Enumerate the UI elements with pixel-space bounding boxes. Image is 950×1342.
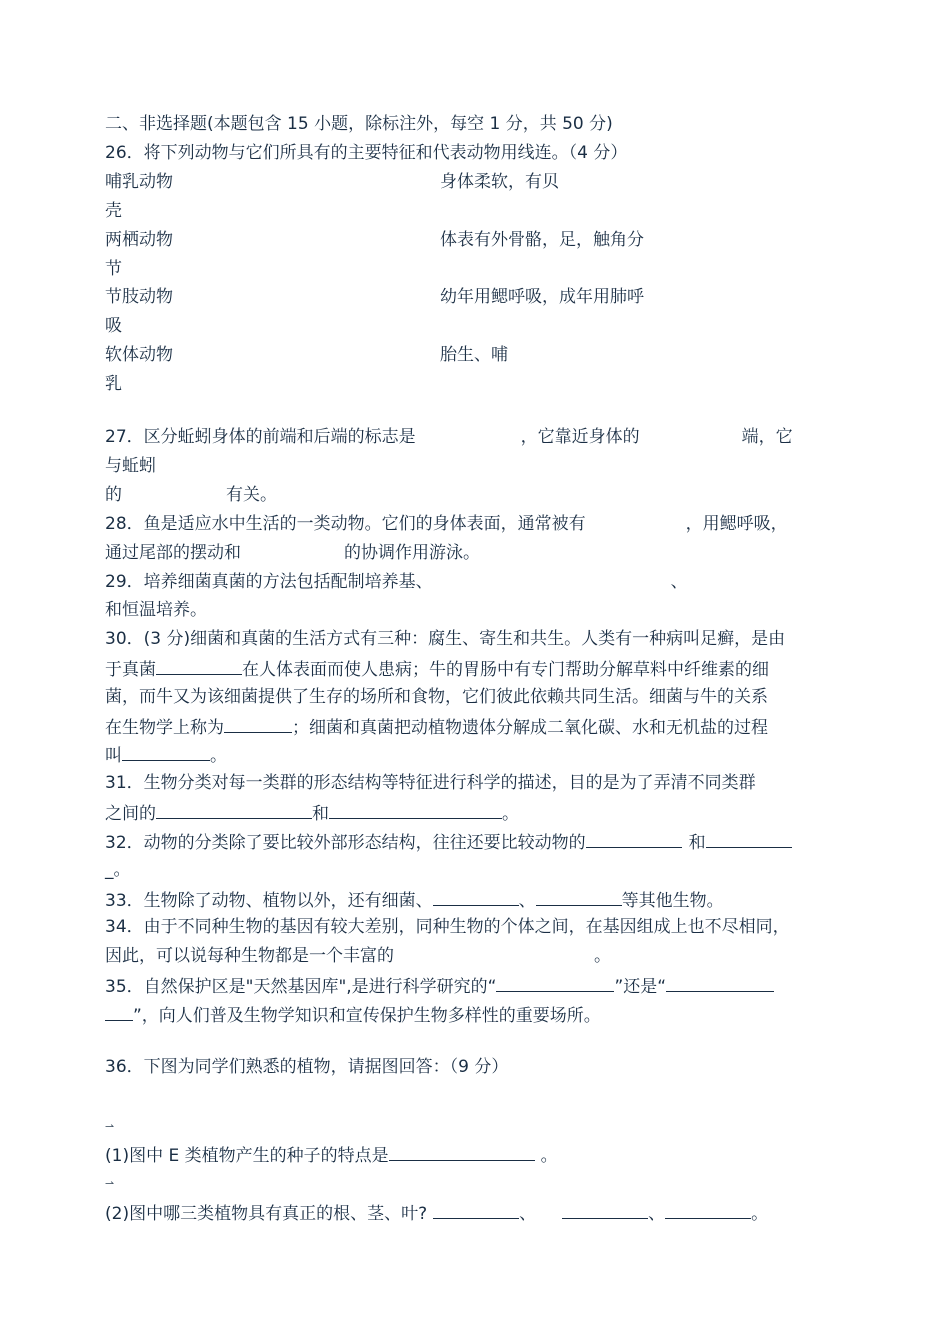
q36-blank-3[interactable] xyxy=(562,1200,648,1219)
q36-text-1b: 。 xyxy=(540,1146,558,1166)
q36-text-1a: (1)图中 E 类植物产生的种子的特点是 xyxy=(105,1146,389,1166)
q30-blank-2[interactable] xyxy=(224,714,292,733)
q27-text-a: 27．区分蚯蚓身体的前端和后端的标志是 xyxy=(105,427,416,447)
q36-text-2c: 、 xyxy=(648,1204,666,1224)
q30-text-4b: ；细菌和真菌把动植物遗体分解成二氧化碳、水和无机盐的过程 xyxy=(292,718,768,738)
q30-line4 xyxy=(105,714,768,740)
q31-blank-1[interactable] xyxy=(156,800,312,819)
q31-text-2c: 。 xyxy=(502,804,519,824)
q30-line2 xyxy=(105,656,769,682)
q36-text-2d: 。 xyxy=(751,1204,769,1224)
q30-text-5a: 叫 xyxy=(105,746,122,766)
q36-part2 xyxy=(105,1200,768,1226)
q35-text-a: 35．自然保护区是"天然基因库",是进行科学研究的“ xyxy=(105,977,497,997)
q30-line3: 菌，而牛又为该细菌提供了生存的场所和食物，它们彼此依赖共同生活。细菌与牛的关系 xyxy=(105,687,768,707)
q32-blank-1[interactable] xyxy=(586,829,682,848)
q30-text-2a: 于真菌 xyxy=(105,660,156,680)
q26-right-1: 身体柔软，有贝 xyxy=(440,172,559,192)
q27-line3 xyxy=(105,483,277,507)
q36-part1 xyxy=(105,1142,558,1168)
q26-right-3-cont: 吸 xyxy=(105,316,122,336)
q28-text-d: 的协调作用游泳。 xyxy=(344,543,480,563)
q28-text-c: 通过尾部的摆动和 xyxy=(105,543,241,563)
q28-text-b: ，用鳃呼吸， xyxy=(685,514,788,534)
q36-text-2b: 、 xyxy=(519,1204,537,1224)
q26-left-1: 哺乳动物 xyxy=(105,172,173,192)
q34-text-2b: 。 xyxy=(594,946,611,966)
q26-right-4-cont: 乳 xyxy=(105,374,122,394)
q26-stem: 26．将下列动物与它们所具有的主要特征和代表动物用线连。（4 分） xyxy=(105,143,628,163)
q34-line2 xyxy=(105,944,611,968)
q26-right-2: 体表有外骨骼，足，触角分 xyxy=(440,230,644,250)
q31-line2 xyxy=(105,800,519,826)
q30-line1: 30．(3 分)细菌和真菌的生活方式有三种：腐生、寄生和共生。人类有一种病叫足癣，是由 xyxy=(105,629,786,649)
q33-line1 xyxy=(105,887,724,913)
q32-text-b: 和 xyxy=(688,833,706,853)
q33-text-c: 等其他生物。 xyxy=(621,891,724,911)
q30-text-5b: 。 xyxy=(210,746,227,766)
q27-text-d: 与蚯蚓 xyxy=(105,456,156,476)
q29-text-c: 和恒温培养。 xyxy=(105,600,207,620)
section-header: 二、非选择题(本题包含 15 小题，除标注外，每空 1 分，共 50 分) xyxy=(105,114,613,134)
q26-left-2: 两栖动物 xyxy=(105,230,173,250)
q33-blank-1[interactable] xyxy=(433,887,519,906)
q33-blank-2[interactable] xyxy=(536,887,622,906)
q32-text-c: _。 xyxy=(105,860,131,880)
q33-text-a: 33．生物除了动物、植物以外，还有细菌、 xyxy=(105,891,433,911)
q30-blank-1[interactable] xyxy=(156,656,242,675)
q29-text-a: 29．培养细菌真菌的方法包括配制培养基、 xyxy=(105,572,433,592)
q26-right-4: 胎生、哺 xyxy=(440,345,508,365)
q30-line5 xyxy=(105,742,227,768)
q27-text-e: 的 xyxy=(105,485,122,505)
q29-line1 xyxy=(105,570,688,594)
q36-blank-1[interactable] xyxy=(389,1142,535,1161)
q35-blank-2[interactable] xyxy=(666,973,774,992)
q34-text-2a: 因此，可以说每种生物都是一个丰富的 xyxy=(105,946,394,966)
q36-blank-4[interactable] xyxy=(665,1200,751,1219)
q26-right-2-cont: 节 xyxy=(105,259,122,279)
q26-right-1-cont: 壳 xyxy=(105,201,122,221)
q26-left-4: 软体动物 xyxy=(105,345,173,365)
q31-text-2b: 和 xyxy=(312,804,329,824)
q32-text-a: 32．动物的分类除了要比较外部形态结构，往往还要比较动物的 xyxy=(105,833,586,853)
q32-blank-2[interactable] xyxy=(706,829,792,848)
q27-text-f: 有关。 xyxy=(226,485,277,505)
q31-blank-2[interactable] xyxy=(329,800,502,819)
q28-line1 xyxy=(105,512,788,536)
q33-text-b: 、 xyxy=(518,891,536,911)
q31-line1: 31．生物分类对每一类群的形态结构等特征进行科学的描述，目的是为了弄清不同类群 xyxy=(105,773,756,793)
q35-blank-1[interactable] xyxy=(496,973,614,992)
q28-text-a: 28．鱼是适应水中生活的一类动物。它们的身体表面，通常被有 xyxy=(105,514,586,534)
q35-line1 xyxy=(105,973,774,999)
q27-text-c: 端，它 xyxy=(741,427,793,447)
paragraph-mark-icon: ⇀ xyxy=(105,1120,115,1133)
q30-text-4a: 在生物学上称为 xyxy=(105,718,224,738)
q26-right-3: 幼年用鳃呼吸，成年用肺呼 xyxy=(440,287,644,307)
q35-text-c: ”，向人们普及生物学知识和宣传保护生物多样性的重要场所。 xyxy=(133,1006,601,1026)
q35-text-b: ”还是“ xyxy=(614,977,667,997)
q34-line1: 34．由于不同种生物的基因有较大差别，同种生物的个体之间，在基因组成上也不尽相同， xyxy=(105,917,790,937)
q31-text-2a: 之间的 xyxy=(105,804,156,824)
q35-blank-2-cont[interactable] xyxy=(105,1002,133,1021)
q27-text-b: ，它靠近身体的 xyxy=(520,427,640,447)
q30-blank-3[interactable] xyxy=(122,742,210,761)
q35-line2 xyxy=(105,1002,601,1028)
q28-line2 xyxy=(105,541,480,565)
q26-left-3: 节肢动物 xyxy=(105,287,173,307)
q32-line1 xyxy=(105,829,792,855)
q36-blank-2[interactable] xyxy=(433,1200,519,1219)
q36-text-2a: (2)图中哪三类植物具有真正的根、茎、叶? xyxy=(105,1204,428,1224)
paragraph-mark-icon-2: ⇀ xyxy=(105,1177,115,1190)
q30-text-2b: 在人体表面而使人患病；牛的胃肠中有专门帮助分解草料中纤维素的细 xyxy=(242,660,769,680)
q29-text-b: 、 xyxy=(670,572,688,592)
q36-stem: 36．下图为同学们熟悉的植物，请据图回答：（9 分） xyxy=(105,1057,509,1077)
q27-line1 xyxy=(105,425,793,449)
